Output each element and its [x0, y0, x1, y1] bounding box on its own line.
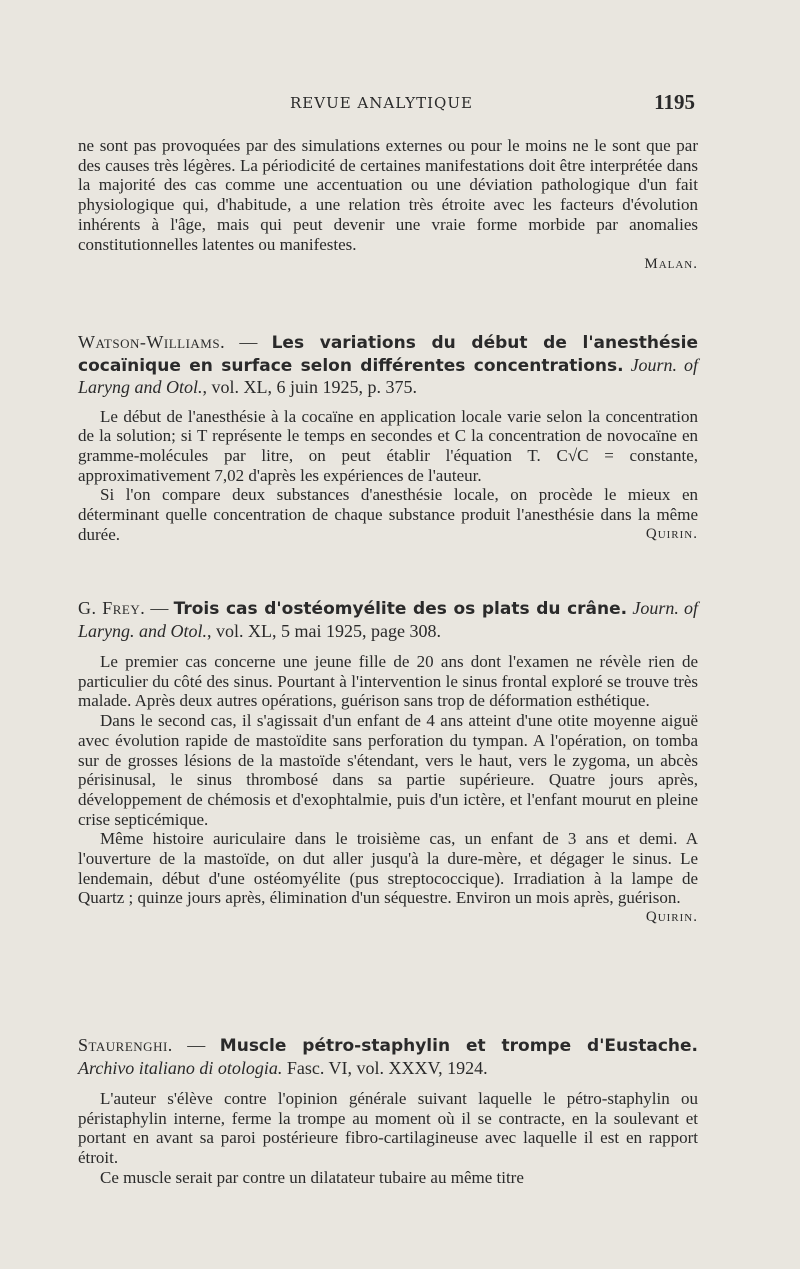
entry-paragraph [78, 485, 698, 544]
entry-paragraph [78, 829, 698, 926]
entry-watson-williams [78, 332, 698, 544]
entry-dash: — [239, 332, 258, 352]
entry-journal: Archivo italiano di otologia. [78, 1057, 283, 1078]
entry-author: Staurenghi. [78, 1035, 173, 1055]
entry-signature: Quirin. [645, 525, 698, 542]
entry-frey [78, 598, 698, 928]
intro-section [78, 136, 698, 288]
entry-dash: — [187, 1035, 206, 1055]
entry-dash: — [150, 598, 169, 618]
entry-signature: Quirin. [645, 909, 698, 926]
entry-paragraph: L'auteur s'élève contre l'opinion générale suivant laquelle le pétro-staphylin ou péristaphylin interne, ferme la trompe au moment où il se contracte, en la soulevant et portant en avant sa paroi postérieure fibro-cartilagineuse avec laquelle il est en rapport étroit. [78, 1089, 698, 1168]
entry-paragraph-text: Même histoire auriculaire dans le troisième cas, un enfant de 3 ans et demi. A l'ouverture de la mastoïde, on dut aller jusqu'à la dure-mère, et dégager le sinus. Le lendemain, début d'une ostéomyélite (pus streptococcique). Irradiation à la lampe de Quartz ; quinze jours après, élimination d'un séquestre. Environ un mois après, guérison. [78, 829, 698, 908]
entry-paragraph: Le début de l'anesthésie à la cocaïne en application locale varie selon la concentration de la solution; si T représente le temps en secondes et C la concentration de novocaïne en gramme-molécules par litre, on peut établir l'équation T. C√C = constante, approximativement 7,02 d'après les expériences de l'auteur. [78, 406, 698, 485]
entry-heading [78, 598, 698, 642]
entry-paragraph: Dans le second cas, il s'agissait d'un enfant de 4 ans atteint d'une otite moyenne aiguë avec évolution rapide de mastoïdite sans perforation du tympan. A l'opération, on tomba sur de grosses lésions de la mastoïde s'étendant, vers le haut, vers le zygoma, un abcès périsinusal, le sinus thrombosé dans sa partie supérieure. Quatre jours après, développement de chémosis et d'exophtalmie, puis d'un ictère, et l'enfant mourut en pleine crise septicémique. [78, 711, 698, 829]
entry-staurenghi [78, 1035, 698, 1188]
intro-paragraph: ne sont pas provoquées par des simulations externes ou pour le moins ne le sont que par des causes très légères. La périodicité de certaines manifestations doit être interprétée dans la majorité des cas comme une accentuation ou une déviation pathologique d'un fait physiologique qui, d'habitude, a une relation très étroite avec les facteurs d'évolution inhérents à l'âge, mais qui peut devenir une vraie forme morbide par anomalies constitutionnelles latentes ou manifestes. [78, 136, 698, 254]
page-number: 1195 [654, 90, 695, 114]
entry-heading [78, 1035, 698, 1079]
entry-reference: Fasc. VI, vol. XXXV, 1924. [282, 1057, 488, 1078]
running-title: REVUE ANALYTIQUE [290, 94, 473, 112]
entry-title: Les variations du début de l'anesthésie cocaïnique en surface selon différentes concentrations. [78, 333, 699, 376]
entry-journal: Journ. of Laryng and Otol. [78, 354, 699, 397]
entry-title: Muscle pétro-staphylin et trompe d'Eustache. [219, 1036, 699, 1056]
entry-reference: , vol. XL, 5 mai 1925, page 308. [207, 620, 441, 641]
entry-reference: , vol. XL, 6 juin 1925, p. 375. [202, 377, 418, 397]
entry-author: Watson-Williams. [78, 332, 226, 352]
entry-author: G. Frey. [78, 598, 146, 618]
entry-title: Trois cas d'ostéomyélite des os plats du crâne. [173, 599, 628, 619]
entry-paragraph: Le premier cas concerne une jeune fille de 20 ans dont l'examen ne révèle rien de particulier du côté des sinus. Pourtant à l'intervention le sinus frontal exploré se trouve très malade. Après deux autres opérations, guérison sans trop de déformation esthétique. [78, 652, 698, 711]
intro-signature: Malan. [644, 256, 698, 273]
entry-journal: Journ. of Laryng. and Otol. [78, 598, 699, 641]
entry-heading [78, 332, 698, 399]
entry-paragraph-text: Si l'on compare deux substances d'anesthésie locale, on procède le mieux en déterminant quelle concentration de chaque substance produit l'anesthésie dans la même durée. [78, 485, 698, 544]
entry-paragraph: Ce muscle serait par contre un dilatateur tubaire au même titre [100, 1167, 524, 1187]
page-header [80, 90, 695, 120]
